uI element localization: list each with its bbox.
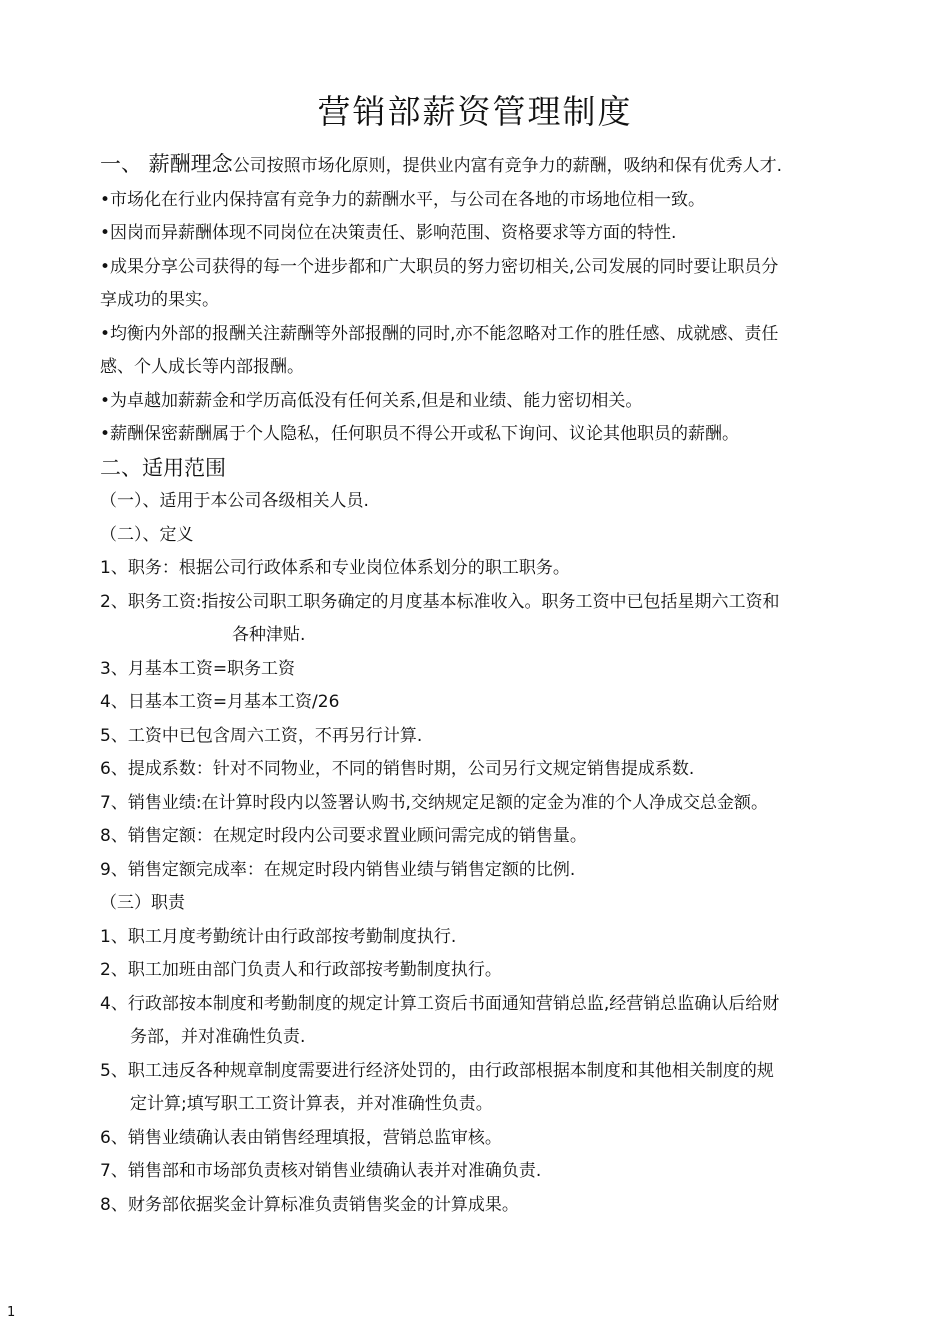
document-body [100, 148, 875, 1222]
duty-line: 务部，并对准确性负责. [130, 1027, 306, 1047]
definition-line: 7、销售业绩:在计算时段内以签署认购书,交纳规定足额的定金为准的个人净成交总金额。 [100, 792, 768, 813]
definition-line: 2、职务工资:指按公司职工职务确定的月度基本标准收入。职务工资中已包括星期六工资和 [100, 591, 780, 612]
section1-heading-line [100, 148, 875, 184]
definition-line: 4、日基本工资=月基本工资/26 [100, 692, 340, 712]
bullet-line: •成果分享公司获得的每一个进步都和广大职员的努力密切相关,公司发展的同时要让职员分 [100, 256, 779, 277]
duty-line: 5、职工违反各种规章制度需要进行经济处罚的，由行政部根据本制度和其他相关制度的规 [100, 1060, 774, 1081]
bullet-line: 感、个人成长等内部报酬。 [100, 357, 304, 377]
bullet-line: 享成功的果实。 [100, 290, 219, 310]
duty-line: 1、职工月度考勤统计由行政部按考勤制度执行. [100, 926, 457, 947]
page-number: 1 [7, 1305, 16, 1320]
bullet-line: •薪酬保密薪酬属于个人隐私，任何职员不得公开或私下询问、议论其他职员的薪酬。 [100, 424, 740, 444]
definition-line: 5、工资中已包含周六工资，不再另行计算. [100, 725, 423, 746]
bullet-line: •为卓越加薪薪金和学历高低没有任何关系,但是和业绩、能力密切相关。 [100, 390, 643, 411]
bullet-line: •市场化在行业内保持富有竞争力的薪酬水平，与公司在各地的市场地位相一致。 [100, 189, 706, 210]
section1-heading: 一、 薪酬理念 [100, 152, 233, 176]
duty-line: 7、销售部和市场部负责核对销售业绩确认表并对准确负责. [100, 1161, 542, 1181]
page-title: 营销部薪资管理制度 [317, 92, 633, 131]
duty-line: 定计算;填写职工工资计算表，并对准确性负责。 [130, 1094, 493, 1114]
subsection-2: （二）、定义 [100, 524, 194, 545]
definition-line: 3、月基本工资=职务工资 [100, 658, 296, 679]
bullet-line: •因岗而异薪酬体现不同岗位在决策责任、影响范围、资格要求等方面的特性. [100, 223, 677, 243]
subsection-1: （一）、适用于本公司各级相关人员. [100, 491, 369, 511]
definition-line: 1、职务：根据公司行政体系和专业岗位体系划分的职工职务。 [100, 558, 570, 578]
duty-line: 2、职工加班由部门负责人和行政部按考勤制度执行。 [100, 960, 502, 980]
subsection-3: （三）职责 [100, 893, 185, 913]
section1-intro: 公司按照市场化原则，提供业内富有竞争力的薪酬，吸纳和保有优秀人才. [232, 156, 783, 176]
duty-line: 8、财务部依据奖金计算标准负责销售奖金的计算成果。 [100, 1194, 519, 1215]
duty-line: 6、销售业绩确认表由销售经理填报，营销总监审核。 [100, 1127, 502, 1148]
definition-line: 9、销售定额完成率：在规定时段内销售业绩与销售定额的比例. [100, 859, 576, 880]
definition-line: 各种津贴. [232, 625, 306, 645]
duty-line: 4、行政部按本制度和考勤制度的规定计算工资后书面通知营销总监,经营销总监确认后给财 [100, 993, 780, 1014]
definition-line: 6、提成系数：针对不同物业，不同的销售时期，公司另行文规定销售提成系数. [100, 759, 695, 779]
section2-heading: 二、适用范围 [100, 455, 226, 480]
bullet-line: •均衡内外部的报酬关注薪酬等外部报酬的同时,亦不能忽略对工作的胜任感、成就感、责任 [100, 323, 779, 344]
definition-line: 8、销售定额：在规定时段内公司要求置业顾问需完成的销售量。 [100, 826, 587, 846]
